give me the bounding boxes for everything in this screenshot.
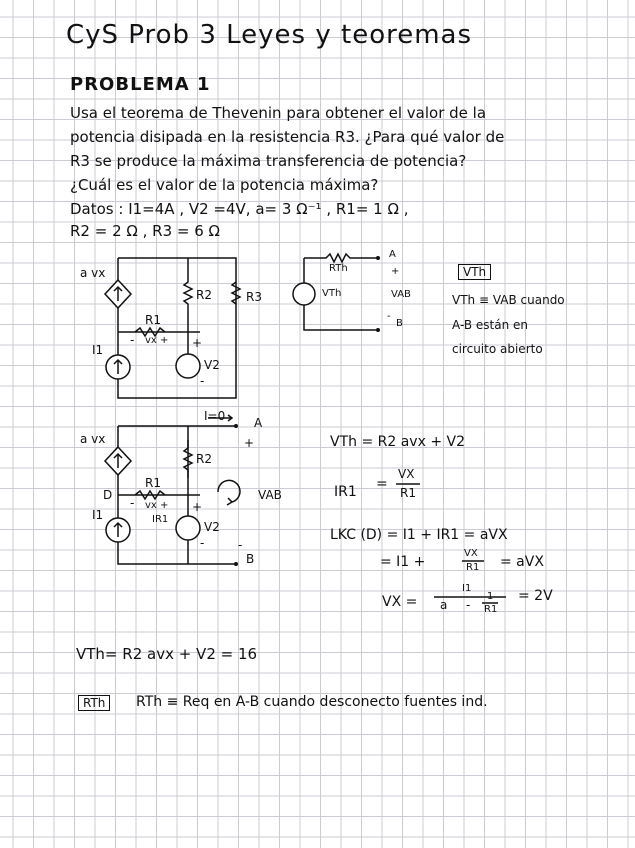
c2-plus-2-label: + — [192, 500, 203, 514]
c1-plus-label: + — [192, 336, 203, 350]
problem-line-3: R3 se produce la máxima transferencia de potencia? — [70, 152, 467, 170]
c2-vx-label: vx + — [145, 500, 169, 511]
c1-r2-label: R2 — [196, 288, 212, 302]
c1-minus-label: - — [130, 333, 135, 347]
tm-plus-label: + — [391, 266, 400, 277]
problem-line-1: Usa el teorema de Thevenin para obtener el valor de la — [70, 104, 487, 122]
eq-lkc-2-numerator: VX — [464, 548, 478, 559]
data-line-1: Datos : I1=4A , V2 =4V, a= 3 Ω⁻¹ , R1= 1 Ω , — [70, 200, 409, 218]
c1-v2-minus-label: - — [200, 374, 205, 388]
problem-line-2: potencia disipada en la resistencia R3. ¿Para qué valor de — [70, 128, 505, 146]
vth-result: VTh= R2 avx + V2 = 16 — [76, 645, 258, 663]
c1-avx-label: a vx — [80, 266, 106, 280]
tm-a-label: A — [389, 249, 396, 260]
vth-note-line-2: A-B están en — [452, 318, 528, 332]
eq-vx-rhs: = 2V — [518, 588, 553, 604]
c2-b-label: B — [246, 552, 255, 566]
c2-minus-label: - — [130, 496, 135, 510]
vth-boxed-label: VTh — [458, 264, 491, 280]
tm-vth-label: VTh — [322, 288, 342, 299]
circuit-1-schematic — [105, 258, 240, 398]
tm-minus-label: - — [387, 311, 391, 322]
c1-v2-label: V2 — [204, 358, 220, 372]
problem-line-4: ¿Cuál es el valor de la potencia máxima? — [70, 176, 379, 194]
rth-boxed-label: RTh — [78, 695, 110, 711]
eq-vx-den-a: a — [440, 598, 448, 612]
data-line-2: R2 = 2 Ω , R3 = 6 Ω — [70, 222, 220, 240]
c2-a-label: A — [254, 416, 263, 430]
eq-vx-den-minus: - — [466, 598, 471, 612]
c2-v2-minus-label: - — [200, 536, 205, 550]
rth-definition: RTh ≡ Req en A-B cuando desconecto fuentes ind. — [136, 694, 488, 710]
c2-avx-label: a vx — [80, 432, 106, 446]
vth-note-line-1: VTh ≡ VAB cuando — [452, 293, 565, 307]
c1-i1-label: I1 — [92, 343, 104, 357]
c2-plus-label: + — [244, 436, 255, 450]
eq-ir1-equals: = — [376, 476, 388, 492]
vth-note-line-3: circuito abierto — [452, 342, 543, 356]
circuit-2-schematic — [105, 415, 243, 566]
eq-ir1-numerator: VX — [398, 467, 415, 481]
c2-v2-label: V2 — [204, 520, 220, 534]
eq-lkc-2b: = aVX — [500, 554, 544, 570]
eq-ir1-lhs: IR1 — [334, 484, 357, 500]
c2-ir1-label: IR1 — [152, 514, 169, 525]
c2-vab-label: VAB — [258, 488, 282, 502]
tm-b-label: B — [396, 318, 403, 329]
tm-vab-label: VAB — [391, 289, 411, 300]
eq-ir1-denominator: R1 — [400, 486, 416, 500]
tm-rth-label: RTh — [329, 263, 348, 274]
problem-heading: PROBLEMA 1 — [70, 74, 211, 95]
eq-lkc-2-denominator: R1 — [466, 562, 480, 573]
eq-vx-den-frac-num: 1 — [487, 591, 494, 602]
eq-vth: VTh = R2 avx + V2 — [330, 434, 465, 450]
c2-minus-b-label: - — [238, 538, 243, 552]
c1-r1-label: R1 — [145, 313, 161, 327]
c2-r1-label: R1 — [145, 476, 161, 490]
eq-lkc-1: LKC (D) = I1 + IR1 = aVX — [330, 527, 508, 543]
c2-i1-label: I1 — [92, 508, 104, 522]
eq-vx-den-frac-den: R1 — [484, 604, 498, 615]
eq-lkc-2a: = I1 + — [380, 554, 426, 570]
c1-r3-label: R3 — [246, 290, 262, 304]
eq-vx-lhs: VX = — [382, 594, 418, 610]
c1-vx-label: vx + — [145, 335, 169, 346]
eq-vx-numerator: I1 — [462, 583, 472, 594]
c2-izero-label: I=0 — [204, 409, 226, 423]
c2-r2-label: R2 — [196, 452, 212, 466]
page-title: CyS Prob 3 Leyes y teoremas — [66, 20, 473, 50]
c2-d-label: D — [103, 488, 113, 502]
